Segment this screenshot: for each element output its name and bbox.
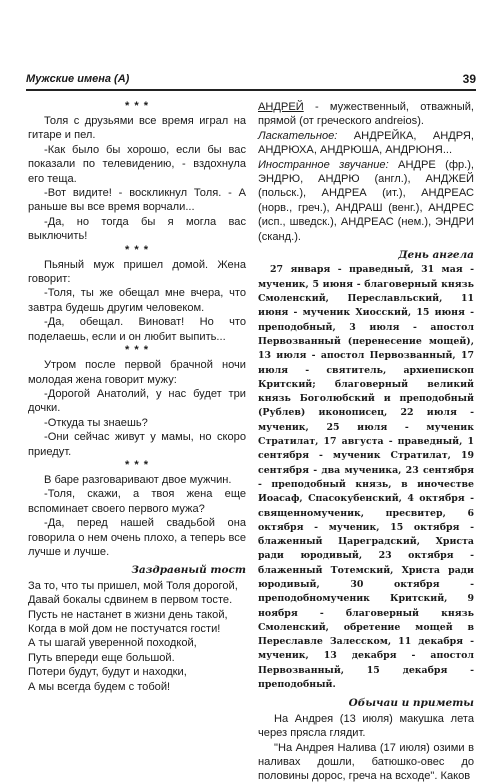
joke-paragraph: -Они сейчас живут у мамы, но скоро приедут. [28, 431, 246, 458]
page-number: 39 [462, 72, 476, 86]
toast-heading: Заздравный тост [131, 564, 246, 577]
section-title: Мужские имена (А) [26, 73, 130, 85]
poem-line: Давай бокалы сдвинем в первом тосте. [28, 594, 233, 607]
poem-line: Пусть не настанет в жизни день такой, [28, 608, 228, 621]
poem-line: Путь впереди еще большой. [28, 651, 175, 664]
joke-paragraph: -Откуда ты знаешь? [44, 416, 148, 429]
angel-day-heading: День ангела [398, 249, 474, 262]
separator-stars: * * * [124, 458, 150, 471]
separator-stars: * * * [124, 243, 150, 256]
poem-line: А мы всегда будем с тобой! [28, 680, 171, 693]
joke-paragraph: Утром после первой брачной ночи молодая жена говорит мужу: [28, 359, 246, 386]
separator-stars: * * * [124, 100, 150, 112]
name-definition [258, 100, 474, 129]
joke-paragraph: -Как было бы хорошо, если бы вас показали по телевидению, - вздохнула его теща. [28, 143, 246, 185]
poem-line: За то, что ты пришел, мой Толя дорогой, [28, 579, 238, 592]
right-column [258, 100, 474, 784]
joke-paragraph: В баре разговаривают двое мужчин. [44, 473, 232, 486]
foreign-forms [258, 158, 474, 244]
foreign-label: Иностранное звучание: [258, 158, 389, 171]
affectionate-label: Ласкательное: [258, 129, 338, 142]
name-title: АНДРЕЙ [258, 101, 304, 113]
joke-paragraph: -Толя, скажи, а твоя жена еще вспоминает своего первого мужа? [28, 488, 246, 515]
affectionate-value: АНДРЕЙКА, АНДРЯ, АНДРЮХА, АНДРЮША, АНДРЮНЯ... [258, 129, 474, 157]
joke-paragraph: Пьяный муж пришел домой. Жена говорит: [28, 258, 246, 286]
poem-line: А ты шагай уверенной походкой, [28, 637, 197, 650]
joke-paragraph: -Толя, ты же обещал мне вчера, что завтра будешь другим человеком. [28, 287, 246, 314]
joke-paragraph: -Вот видите! - воскликнул Толя. - А раньше вы все время ворчали... [28, 187, 246, 214]
foreign-value: АНДРЕ (фр.), ЭНДРЮ, АНДРЮ (англ.), АНДЖЕЙ (польск.), АНДРЕА (ит.), АНДРЕАС (норв., греч.), АНДРАШ (венг.), АНДРЕС (исп., шведск.), АНДРЕАС (нем.), ЭНДРИ (сканд.). [258, 158, 474, 243]
customs-paragraph: "На Андрея Налива (17 июля) озими в наливах дошли, батюшко-овес до половины дорос, греча на всходе". Каков [258, 741, 474, 783]
joke-paragraph: Толя с друзьями все время играл на гитаре и пел. [28, 115, 246, 142]
customs-heading: Обычаи и приметы [348, 697, 474, 710]
running-header [26, 73, 476, 91]
joke-paragraph: -Да, но тогда бы я могла вас выключить! [28, 215, 246, 243]
poem-line: Потери будут, будут и находки, [28, 666, 187, 679]
joke-paragraph: -Дорогой Анатолий, у нас будет три дочки. [28, 387, 246, 415]
name-meaning: - мужественный, отважный, прямой (от греческого andreios). [258, 101, 474, 128]
affectionate-forms [258, 129, 474, 158]
angel-day-list: 27 января - праведный, 31 мая - мученик, 5 июня - благоверный князь Смоленский, Переславльский, 11 июня - мученик Хиосский, 15 июня - преподобный, 3 июля - апостол Первозванный (перенесение мощей), 13 июля - апостол Первозванный, 17 июля - святитель, архиепископ Критский; благоверный великий князь Боголюбский и преподобный (Рублев) иконописец, 22 июля - мученик, 25 июля - мученик Стратилат, 17 августа - праведный, 1 сентября - мученик Стратилат, 19 сентября - два мученика, 23 сентября - преподобный князь, в иночестве Иоасаф, Спасокубенский, 4 октября - священномученик, пресвитер, 6 октября - мученик, 15 октября - блаженный Цареградский, Христа ради юродивый, 23 октября - блаженный Тотемский, Христа ради юродивый, 30 октября - преподобномученик Критский, 9 ноября - благоверный князь Смоленский, обретение мощей в Переславле Залесском, 11 декабря - мученик, 13 декабря - апостол Первозванный, 15 декабря - преподобный. [258, 264, 474, 691]
joke-paragraph: -Да, обещал. Виноват! Но что поделаешь, если и он любит выпить... [28, 316, 246, 343]
poem-line: Когда в мой дом не постучатся гости! [28, 623, 221, 635]
separator-stars: * * * [124, 344, 150, 357]
left-column [28, 100, 246, 694]
customs-paragraph: На Андрея (13 июля) макушка лета через прясла глядит. [258, 712, 474, 740]
joke-paragraph: -Да, перед нашей свадьбой она говорила о нем очень плохо, а теперь все лучше и лучше. [28, 517, 246, 558]
